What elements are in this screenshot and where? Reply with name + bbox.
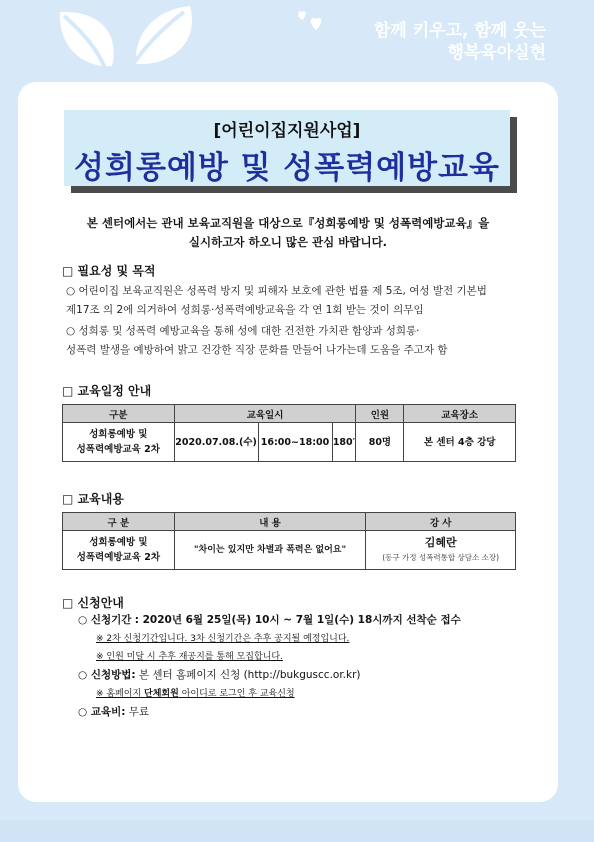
schedule-category-line2: 성폭력예방교육 2차 bbox=[76, 444, 160, 455]
application-fee-label: ○ 교육비: bbox=[78, 706, 126, 718]
content-topic: "차이는 있지만 차별과 폭력은 없어요" bbox=[174, 531, 366, 570]
purpose-item-2 bbox=[66, 322, 550, 360]
application-fee-value: 무료 bbox=[125, 706, 150, 718]
application-period bbox=[78, 612, 461, 631]
application-method-label: ○ 신청방법: bbox=[78, 669, 136, 681]
content-header-lecturer: 강 사 bbox=[366, 513, 516, 531]
schedule-header-people: 인원 bbox=[356, 405, 404, 423]
section-heading-content: □ 교육내용 bbox=[62, 492, 124, 506]
section-heading-purpose: □ 필요성 및 목적 bbox=[62, 264, 156, 278]
content-lecturer bbox=[366, 531, 516, 570]
section-heading-schedule: □ 교육일정 안내 bbox=[62, 384, 152, 398]
application-details bbox=[78, 612, 461, 723]
content-category bbox=[63, 531, 175, 570]
schedule-header-datetime: 교육일시 bbox=[174, 405, 356, 423]
title-subheading: [어린이집지원사업] bbox=[213, 121, 361, 141]
schedule-header-row bbox=[63, 405, 516, 423]
content-row bbox=[63, 531, 516, 570]
application-method-value: 본 센터 홈페이지 신청 (http://bukguscc.or.kr) bbox=[135, 669, 361, 681]
slogan bbox=[374, 20, 546, 64]
lecturer-name: 김혜란 bbox=[424, 536, 457, 549]
content-table bbox=[62, 512, 516, 570]
application-note-3 bbox=[78, 686, 461, 704]
page-title: 성희롱예방 및 성폭력예방교육 bbox=[74, 150, 500, 186]
application-note-3-pre: ※ 홈페이지 bbox=[96, 689, 145, 699]
section-heading-application: □ 신청안내 bbox=[62, 596, 124, 610]
application-period-label: ○ 신청기간 bbox=[78, 614, 132, 626]
slogan-line1: 함께 키우고, 함께 웃는 bbox=[373, 21, 546, 41]
schedule-category-line1: 성희롱예방 및 bbox=[89, 429, 148, 440]
schedule-duration: 180′ bbox=[332, 423, 356, 462]
hearts-icon bbox=[294, 6, 334, 36]
application-note-3-post: 아이디로 로그인 후 교육신청 bbox=[178, 689, 295, 699]
content-category-line2: 성폭력예방교육 2차 bbox=[76, 552, 161, 563]
leaf-decoration-icon bbox=[50, 4, 200, 90]
schedule-category bbox=[63, 423, 175, 462]
schedule-header-category: 구분 bbox=[63, 405, 175, 423]
intro-line1: 본 센터에서는 관내 보육교직원을 대상으로『성희롱예방 및 성폭력예방교육』을 bbox=[86, 216, 490, 230]
schedule-header-place: 교육장소 bbox=[404, 405, 516, 423]
application-note-3-bold: 단체회원 bbox=[144, 689, 179, 699]
schedule-people: 80명 bbox=[356, 423, 404, 462]
intro-line2: 실시하고자 하오니 많은 관심 바랍니다. bbox=[188, 235, 388, 249]
application-note-2: ※ 인원 미달 시 추후 재공지를 통해 모집합니다. bbox=[96, 652, 283, 662]
application-method bbox=[78, 667, 461, 686]
lecturer-org: (동구 가정 성폭력통합 상담소 소장) bbox=[382, 553, 500, 562]
application-fee bbox=[78, 704, 461, 723]
application-period-value: : 2020년 6월 25일(목) 10시 ~ 7월 1일(수) 18시까지 선착순 접수 bbox=[134, 614, 461, 626]
intro-text bbox=[38, 214, 538, 252]
purpose-item-1 bbox=[66, 282, 550, 320]
content-header-topic: 내 용 bbox=[174, 513, 366, 531]
schedule-row bbox=[63, 423, 516, 462]
purpose-item-2-line1: ○ 성희롱 및 성폭력 예방교육을 통해 성에 대한 건전한 가치관 함양과 성희롱· bbox=[66, 325, 420, 337]
content-header-row bbox=[63, 513, 516, 531]
slogan-line2: 행복육아실현 bbox=[447, 43, 546, 63]
notice-card bbox=[18, 82, 558, 802]
content-header-category: 구 분 bbox=[63, 513, 175, 531]
application-note-1: ※ 2차 신청기간입니다. 3차 신청기간은 추후 공지될 예정입니다. bbox=[96, 634, 350, 644]
background-bottom-band bbox=[0, 820, 594, 842]
title-box bbox=[64, 110, 510, 186]
purpose-item-1-line2: 제17조 의 2에 의거하여 성희롱·성폭력예방교육을 각 연 1회 받는 것이 의무임 bbox=[66, 304, 424, 316]
schedule-time: 16:00~18:00 bbox=[258, 423, 332, 462]
schedule-table bbox=[62, 404, 516, 462]
purpose-item-2-line2: 성폭력 발생을 예방하여 밝고 건강한 직장 문화를 만들어 나가는데 도움을 주고자 함 bbox=[66, 344, 448, 356]
content-category-line1: 성희롱예방 및 bbox=[89, 537, 148, 548]
schedule-place: 본 센터 4층 강당 bbox=[404, 423, 516, 462]
schedule-date: 2020.07.08.(수) bbox=[174, 423, 258, 462]
purpose-item-1-line1: ○ 어린이집 보육교직원은 성폭력 방지 및 피해자 보호에 관한 법률 제 5조, 여성 발전 기본법 bbox=[66, 285, 487, 297]
